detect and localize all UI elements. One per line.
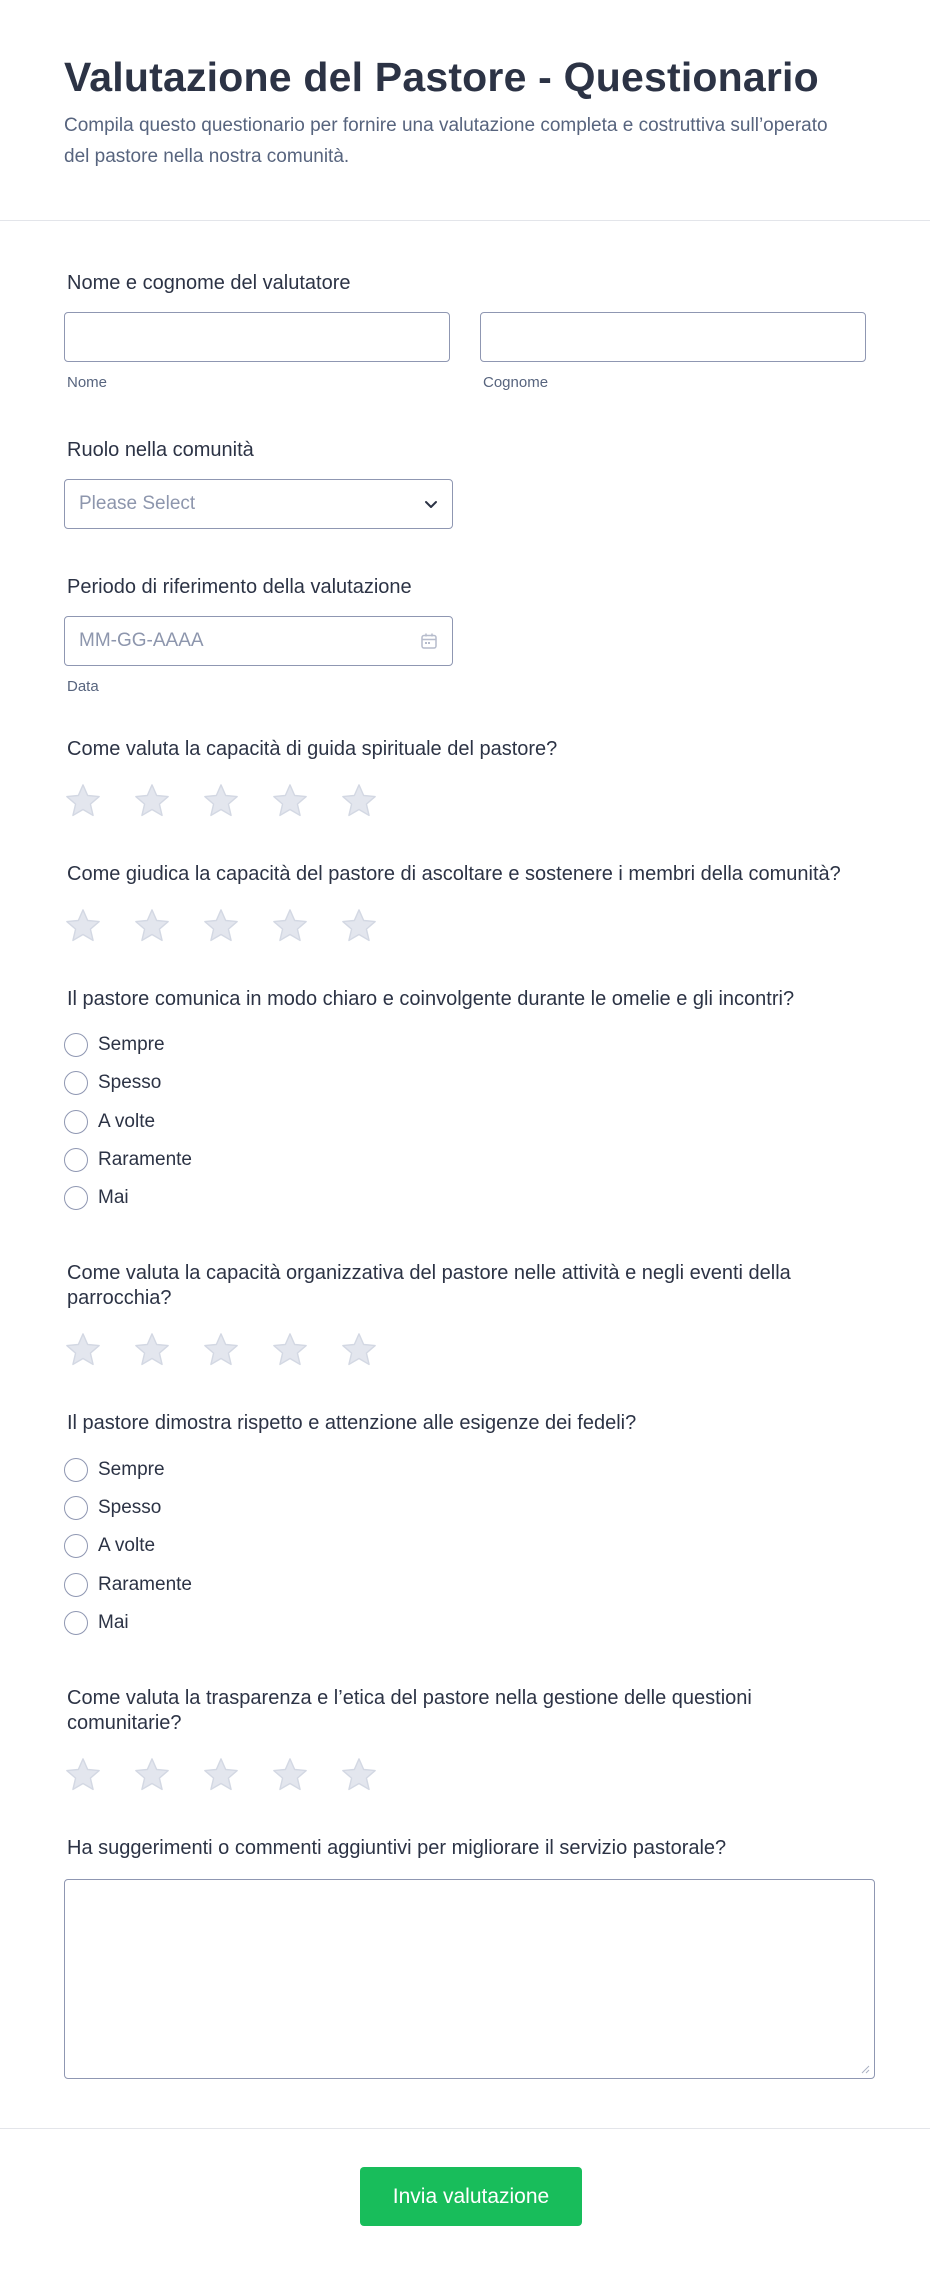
organization-label: Come valuta la capacità organizzativa del pastore nelle attività e negli eventi della parrocchia? bbox=[67, 1262, 791, 1310]
radio-option[interactable] bbox=[64, 1103, 866, 1141]
last-name-input[interactable] bbox=[480, 312, 866, 362]
radio-button[interactable] bbox=[64, 1033, 88, 1057]
star-icon[interactable] bbox=[340, 782, 378, 820]
date-input[interactable] bbox=[64, 616, 453, 666]
radio-option[interactable] bbox=[64, 1064, 866, 1102]
radio-option[interactable] bbox=[64, 1604, 866, 1642]
radio-button[interactable] bbox=[64, 1496, 88, 1520]
star-icon[interactable] bbox=[202, 1331, 240, 1369]
radio-label: Spesso bbox=[98, 1496, 162, 1518]
star-icon[interactable] bbox=[271, 782, 309, 820]
transparency-label: Come valuta la trasparenza e l’etica del pastore nella gestione delle questioni comunitarie? bbox=[67, 1686, 752, 1734]
respect-options bbox=[64, 1450, 866, 1641]
date-sublabel: Data bbox=[67, 678, 99, 695]
radio-label: Sempre bbox=[98, 1034, 165, 1056]
radio-button[interactable] bbox=[64, 1071, 88, 1095]
star-icon[interactable] bbox=[64, 782, 102, 820]
radio-button[interactable] bbox=[64, 1458, 88, 1482]
radio-option[interactable] bbox=[64, 1527, 866, 1565]
radio-option[interactable] bbox=[64, 1565, 866, 1603]
radio-label: A volte bbox=[98, 1535, 156, 1557]
form-body bbox=[0, 271, 930, 2079]
suggestions-textarea[interactable] bbox=[64, 1879, 875, 2079]
radio-option[interactable] bbox=[64, 1450, 866, 1488]
role-field bbox=[64, 438, 866, 529]
organization-rating bbox=[64, 1331, 866, 1369]
radio-button[interactable] bbox=[64, 1186, 88, 1210]
role-label: Ruolo nella comunità bbox=[67, 439, 254, 461]
radio-option[interactable] bbox=[64, 1179, 866, 1217]
spiritual-rating bbox=[64, 782, 866, 820]
communication-label: Il pastore comunica in modo chiaro e coinvolgente durante le omelie e gli incontri? bbox=[67, 988, 795, 1010]
star-icon[interactable] bbox=[133, 1756, 171, 1794]
submit-button[interactable]: Invia valutazione bbox=[360, 2167, 582, 2226]
name-field bbox=[64, 271, 866, 391]
listening-label: Come giudica la capacità del pastore di ascoltare e sostenere i membri della comunità? bbox=[67, 863, 841, 885]
star-icon[interactable] bbox=[133, 907, 171, 945]
star-icon[interactable] bbox=[271, 1331, 309, 1369]
radio-label: Raramente bbox=[98, 1573, 192, 1595]
radio-button[interactable] bbox=[64, 1611, 88, 1635]
radio-button[interactable] bbox=[64, 1534, 88, 1558]
star-icon[interactable] bbox=[133, 782, 171, 820]
radio-label: A volte bbox=[98, 1110, 156, 1132]
form-title: Valutazione del Pastore - Questionario bbox=[64, 54, 819, 100]
star-icon[interactable] bbox=[340, 1331, 378, 1369]
star-icon[interactable] bbox=[64, 907, 102, 945]
suggestions-label: Ha suggerimenti o commenti aggiuntivi per migliorare il servizio pastorale? bbox=[67, 1836, 727, 1859]
listening-question bbox=[64, 862, 866, 945]
radio-label: Spesso bbox=[98, 1072, 162, 1094]
form-description: Compila questo questionario per fornire una valutazione completa e costruttiva sull’operato del pastore nella nostra comunità. bbox=[64, 115, 828, 167]
star-icon[interactable] bbox=[202, 1756, 240, 1794]
radio-option[interactable] bbox=[64, 1141, 866, 1179]
star-icon[interactable] bbox=[64, 1331, 102, 1369]
radio-option[interactable] bbox=[64, 1026, 866, 1064]
organization-question bbox=[64, 1261, 866, 1369]
star-icon[interactable] bbox=[271, 907, 309, 945]
listening-rating bbox=[64, 907, 866, 945]
name-label: Nome e cognome del valutatore bbox=[67, 272, 351, 294]
radio-label: Mai bbox=[98, 1611, 129, 1633]
period-label: Periodo di riferimento della valutazione bbox=[67, 576, 412, 598]
transparency-question bbox=[64, 1686, 866, 1794]
first-name-input[interactable] bbox=[64, 312, 450, 362]
star-icon[interactable] bbox=[271, 1756, 309, 1794]
spiritual-question bbox=[64, 737, 866, 820]
period-field bbox=[64, 575, 866, 695]
radio-button[interactable] bbox=[64, 1110, 88, 1134]
chevron-down-icon bbox=[424, 497, 438, 511]
respect-question bbox=[64, 1411, 866, 1641]
date-placeholder: MM-GG-AAAA bbox=[79, 630, 204, 651]
radio-button[interactable] bbox=[64, 1573, 88, 1597]
form-footer bbox=[0, 2128, 930, 2274]
respect-label: Il pastore dimostra rispetto e attenzione alle esigenze dei fedeli? bbox=[67, 1412, 637, 1435]
role-select-value: Please Select bbox=[79, 493, 196, 514]
spiritual-label: Come valuta la capacità di guida spirituale del pastore? bbox=[67, 738, 558, 760]
last-name-sublabel: Cognome bbox=[483, 374, 549, 391]
star-icon[interactable] bbox=[202, 782, 240, 820]
resize-handle-icon[interactable] bbox=[860, 2064, 870, 2074]
star-icon[interactable] bbox=[202, 907, 240, 945]
form-header bbox=[0, 0, 930, 221]
role-select[interactable] bbox=[64, 479, 453, 529]
star-icon[interactable] bbox=[340, 907, 378, 945]
radio-option[interactable] bbox=[64, 1489, 866, 1527]
star-icon[interactable] bbox=[64, 1756, 102, 1794]
communication-options bbox=[64, 1026, 866, 1217]
suggestions-question bbox=[64, 1836, 866, 2079]
radio-button[interactable] bbox=[64, 1148, 88, 1172]
communication-question bbox=[64, 987, 866, 1217]
star-icon[interactable] bbox=[340, 1756, 378, 1794]
calendar-icon[interactable] bbox=[420, 632, 438, 650]
radio-label: Mai bbox=[98, 1187, 129, 1209]
radio-label: Sempre bbox=[98, 1458, 165, 1480]
star-icon[interactable] bbox=[133, 1331, 171, 1369]
transparency-rating bbox=[64, 1756, 866, 1794]
first-name-sublabel: Nome bbox=[67, 374, 108, 391]
radio-label: Raramente bbox=[98, 1149, 192, 1171]
